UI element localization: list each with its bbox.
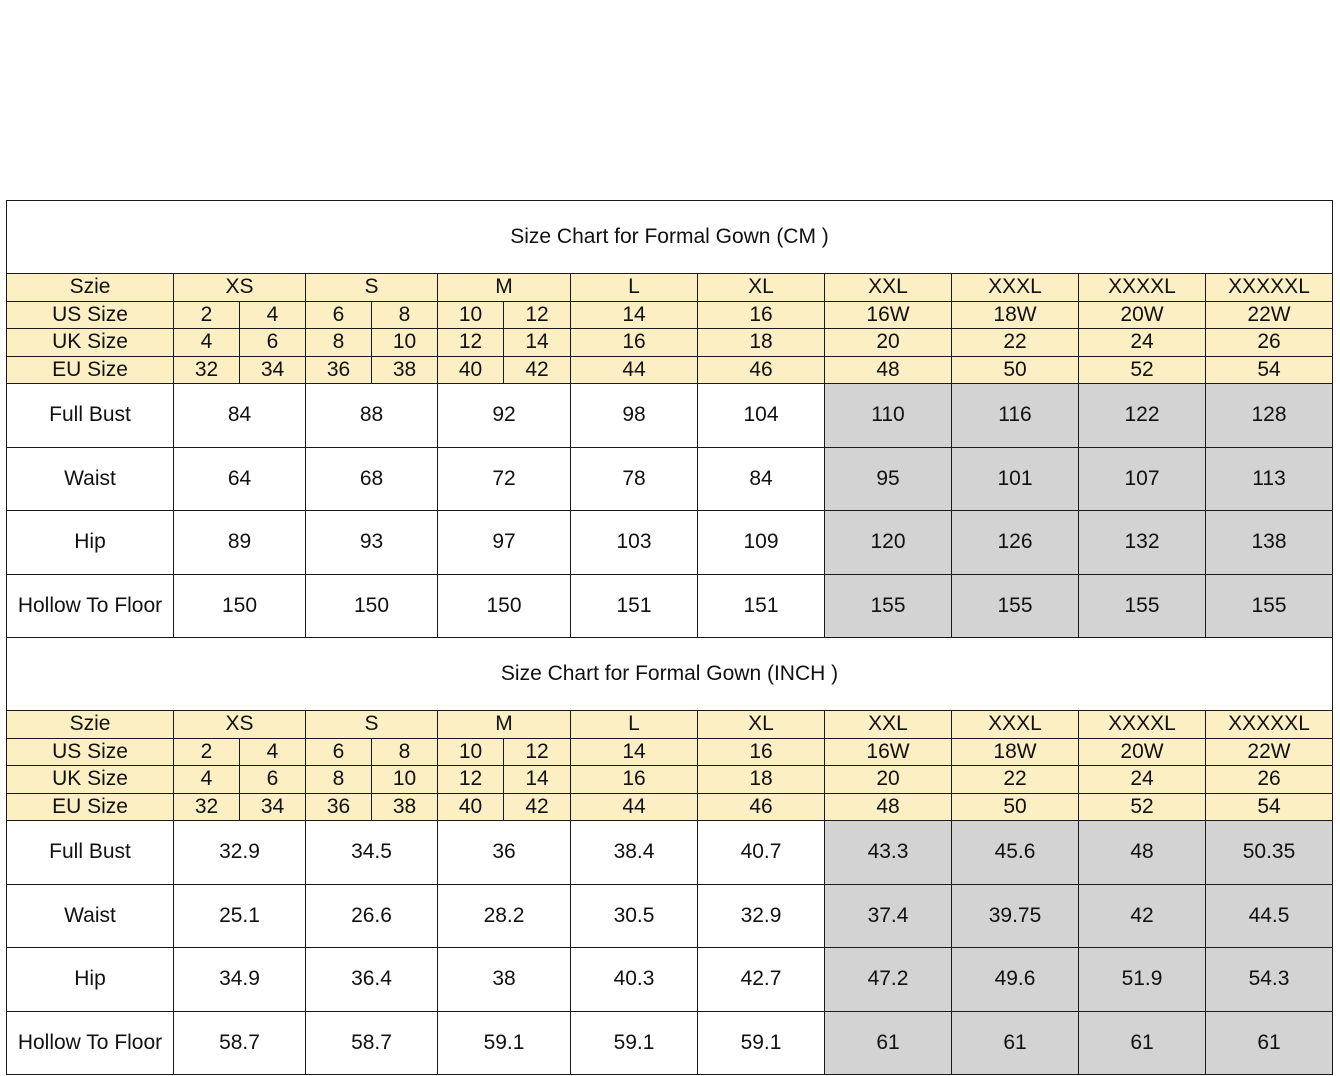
eu-size-value: 42 xyxy=(504,793,571,821)
measurement-value: 89 xyxy=(174,511,306,575)
size-name: XXXXXL xyxy=(1206,711,1333,739)
size-name: S xyxy=(306,711,438,739)
measurement-value: 132 xyxy=(1079,511,1206,575)
chart-title: Size Chart for Formal Gown (INCH ) xyxy=(7,638,1333,711)
measurement-value: 58.7 xyxy=(306,1011,438,1075)
measurement-value: 151 xyxy=(698,574,825,638)
us-size-label: US Size xyxy=(7,301,174,329)
us-size-value: 6 xyxy=(306,301,372,329)
measurement-value: 104 xyxy=(698,384,825,448)
uk-size-value: 16 xyxy=(571,329,698,357)
eu-size-value: 38 xyxy=(372,793,438,821)
measurement-label: Hip xyxy=(7,948,174,1012)
measurement-value: 30.5 xyxy=(571,884,698,948)
measurement-row xyxy=(7,384,1333,448)
measurement-value: 138 xyxy=(1206,511,1333,575)
measurement-value: 107 xyxy=(1079,447,1206,511)
size-chart-inch xyxy=(6,637,1333,1075)
measurement-label: Hollow To Floor xyxy=(7,574,174,638)
eu-size-value: 50 xyxy=(952,356,1079,384)
measurement-value: 40.3 xyxy=(571,948,698,1012)
uk-size-value: 10 xyxy=(372,329,438,357)
us-size-value: 22W xyxy=(1206,738,1333,766)
size-name: L xyxy=(571,274,698,302)
us-size-value: 2 xyxy=(174,738,240,766)
eu-size-value: 38 xyxy=(372,356,438,384)
us-size-label: US Size xyxy=(7,738,174,766)
size-name: XXXL xyxy=(952,274,1079,302)
uk-size-label: UK Size xyxy=(7,766,174,794)
us-size-value: 10 xyxy=(438,301,504,329)
eu-size-value: 50 xyxy=(952,793,1079,821)
measurement-value: 42.7 xyxy=(698,948,825,1012)
uk-size-value: 20 xyxy=(825,766,952,794)
measurement-value: 25.1 xyxy=(174,884,306,948)
measurement-value: 72 xyxy=(438,447,571,511)
measurement-value: 126 xyxy=(952,511,1079,575)
us-size-value: 4 xyxy=(240,301,306,329)
uk-size-value: 12 xyxy=(438,766,504,794)
eu-size-value: 34 xyxy=(240,793,306,821)
eu-size-label: EU Size xyxy=(7,356,174,384)
measurement-value: 34.5 xyxy=(306,821,438,885)
measurement-value: 109 xyxy=(698,511,825,575)
eu-size-label: EU Size xyxy=(7,793,174,821)
measurement-value: 155 xyxy=(952,574,1079,638)
measurement-value: 49.6 xyxy=(952,948,1079,1012)
measurement-row xyxy=(7,574,1333,638)
measurement-label: Full Bust xyxy=(7,384,174,448)
measurement-value: 38 xyxy=(438,948,571,1012)
measurement-value: 155 xyxy=(1079,574,1206,638)
measurement-value: 50.35 xyxy=(1206,821,1333,885)
measurement-label: Hip xyxy=(7,511,174,575)
eu-size-value: 52 xyxy=(1079,793,1206,821)
measurement-row xyxy=(7,821,1333,885)
uk-size-value: 8 xyxy=(306,329,372,357)
size-name: XXXXL xyxy=(1079,274,1206,302)
size-name: XXL xyxy=(825,274,952,302)
eu-size-value: 36 xyxy=(306,793,372,821)
measurement-value: 155 xyxy=(1206,574,1333,638)
measurement-value: 39.75 xyxy=(952,884,1079,948)
size-name: XXL xyxy=(825,711,952,739)
uk-size-label: UK Size xyxy=(7,329,174,357)
measurement-value: 150 xyxy=(306,574,438,638)
measurement-value: 61 xyxy=(825,1011,952,1075)
measurement-value: 150 xyxy=(174,574,306,638)
uk-size-value: 14 xyxy=(504,766,571,794)
eu-size-value: 44 xyxy=(571,793,698,821)
uk-size-value: 26 xyxy=(1206,766,1333,794)
measurement-value: 151 xyxy=(571,574,698,638)
us-size-value: 20W xyxy=(1079,301,1206,329)
measurement-value: 54.3 xyxy=(1206,948,1333,1012)
eu-size-value: 42 xyxy=(504,356,571,384)
measurement-label: Hollow To Floor xyxy=(7,1011,174,1075)
measurement-value: 110 xyxy=(825,384,952,448)
us-size-value: 16 xyxy=(698,738,825,766)
us-size-value: 2 xyxy=(174,301,240,329)
measurement-value: 26.6 xyxy=(306,884,438,948)
measurement-value: 37.4 xyxy=(825,884,952,948)
eu-size-value: 52 xyxy=(1079,356,1206,384)
size-name: XXXXXL xyxy=(1206,274,1333,302)
uk-size-value: 24 xyxy=(1079,329,1206,357)
us-size-value: 12 xyxy=(504,738,571,766)
size-name: XXXXL xyxy=(1079,711,1206,739)
size-name: M xyxy=(438,711,571,739)
uk-size-value: 18 xyxy=(698,766,825,794)
size-chart-cm xyxy=(6,200,1333,638)
uk-size-value: 4 xyxy=(174,766,240,794)
measurement-row xyxy=(7,884,1333,948)
measurement-value: 28.2 xyxy=(438,884,571,948)
us-size-value: 14 xyxy=(571,301,698,329)
measurement-value: 116 xyxy=(952,384,1079,448)
us-size-value: 6 xyxy=(306,738,372,766)
measurement-value: 68 xyxy=(306,447,438,511)
measurement-value: 120 xyxy=(825,511,952,575)
measurement-label: Waist xyxy=(7,447,174,511)
uk-size-value: 26 xyxy=(1206,329,1333,357)
measurement-value: 61 xyxy=(1079,1011,1206,1075)
us-size-value: 8 xyxy=(372,738,438,766)
measurement-value: 88 xyxy=(306,384,438,448)
measurement-value: 97 xyxy=(438,511,571,575)
measurement-value: 34.9 xyxy=(174,948,306,1012)
measurement-value: 150 xyxy=(438,574,571,638)
measurement-value: 155 xyxy=(825,574,952,638)
uk-size-value: 4 xyxy=(174,329,240,357)
size-name: L xyxy=(571,711,698,739)
measurement-value: 103 xyxy=(571,511,698,575)
eu-size-value: 44 xyxy=(571,356,698,384)
us-size-value: 14 xyxy=(571,738,698,766)
measurement-value: 59.1 xyxy=(698,1011,825,1075)
measurement-label: Waist xyxy=(7,884,174,948)
measurement-value: 45.6 xyxy=(952,821,1079,885)
uk-size-value: 22 xyxy=(952,766,1079,794)
measurement-value: 78 xyxy=(571,447,698,511)
eu-size-value: 46 xyxy=(698,793,825,821)
size-name: XL xyxy=(698,711,825,739)
uk-size-value: 10 xyxy=(372,766,438,794)
eu-size-value: 46 xyxy=(698,356,825,384)
size-name: XS xyxy=(174,711,306,739)
measurement-value: 113 xyxy=(1206,447,1333,511)
measurement-row xyxy=(7,1011,1333,1075)
us-size-value: 20W xyxy=(1079,738,1206,766)
measurement-value: 42 xyxy=(1079,884,1206,948)
size-name: XL xyxy=(698,274,825,302)
measurement-value: 93 xyxy=(306,511,438,575)
size-label: Szie xyxy=(7,711,174,739)
uk-size-value: 8 xyxy=(306,766,372,794)
measurement-value: 101 xyxy=(952,447,1079,511)
us-size-value: 4 xyxy=(240,738,306,766)
measurement-value: 47.2 xyxy=(825,948,952,1012)
eu-size-value: 54 xyxy=(1206,793,1333,821)
eu-size-value: 54 xyxy=(1206,356,1333,384)
measurement-value: 32.9 xyxy=(698,884,825,948)
eu-size-value: 40 xyxy=(438,356,504,384)
us-size-value: 18W xyxy=(952,738,1079,766)
measurement-value: 122 xyxy=(1079,384,1206,448)
measurement-value: 64 xyxy=(174,447,306,511)
measurement-value: 59.1 xyxy=(438,1011,571,1075)
size-name: XS xyxy=(174,274,306,302)
measurement-value: 36 xyxy=(438,821,571,885)
uk-size-value: 6 xyxy=(240,329,306,357)
measurement-value: 40.7 xyxy=(698,821,825,885)
eu-size-value: 32 xyxy=(174,793,240,821)
us-size-value: 10 xyxy=(438,738,504,766)
measurement-value: 58.7 xyxy=(174,1011,306,1075)
uk-size-value: 16 xyxy=(571,766,698,794)
uk-size-value: 22 xyxy=(952,329,1079,357)
measurement-value: 59.1 xyxy=(571,1011,698,1075)
us-size-value: 12 xyxy=(504,301,571,329)
size-label: Szie xyxy=(7,274,174,302)
measurement-value: 61 xyxy=(1206,1011,1333,1075)
measurement-value: 61 xyxy=(952,1011,1079,1075)
chart-title: Size Chart for Formal Gown (CM ) xyxy=(7,201,1333,274)
eu-size-value: 32 xyxy=(174,356,240,384)
us-size-value: 8 xyxy=(372,301,438,329)
size-name: S xyxy=(306,274,438,302)
measurement-value: 92 xyxy=(438,384,571,448)
measurement-value: 128 xyxy=(1206,384,1333,448)
measurement-value: 48 xyxy=(1079,821,1206,885)
uk-size-value: 14 xyxy=(504,329,571,357)
measurement-row xyxy=(7,447,1333,511)
eu-size-value: 48 xyxy=(825,356,952,384)
measurement-row xyxy=(7,948,1333,1012)
measurement-value: 44.5 xyxy=(1206,884,1333,948)
measurement-label: Full Bust xyxy=(7,821,174,885)
eu-size-value: 48 xyxy=(825,793,952,821)
us-size-value: 22W xyxy=(1206,301,1333,329)
measurement-value: 43.3 xyxy=(825,821,952,885)
uk-size-value: 6 xyxy=(240,766,306,794)
measurement-value: 36.4 xyxy=(306,948,438,1012)
measurement-row xyxy=(7,511,1333,575)
measurement-value: 84 xyxy=(174,384,306,448)
us-size-value: 16W xyxy=(825,301,952,329)
us-size-value: 16W xyxy=(825,738,952,766)
uk-size-value: 18 xyxy=(698,329,825,357)
uk-size-value: 12 xyxy=(438,329,504,357)
measurement-value: 95 xyxy=(825,447,952,511)
eu-size-value: 36 xyxy=(306,356,372,384)
uk-size-value: 24 xyxy=(1079,766,1206,794)
measurement-value: 51.9 xyxy=(1079,948,1206,1012)
eu-size-value: 40 xyxy=(438,793,504,821)
measurement-value: 32.9 xyxy=(174,821,306,885)
eu-size-value: 34 xyxy=(240,356,306,384)
size-name: M xyxy=(438,274,571,302)
size-name: XXXL xyxy=(952,711,1079,739)
uk-size-value: 20 xyxy=(825,329,952,357)
measurement-value: 98 xyxy=(571,384,698,448)
us-size-value: 18W xyxy=(952,301,1079,329)
measurement-value: 38.4 xyxy=(571,821,698,885)
us-size-value: 16 xyxy=(698,301,825,329)
measurement-value: 84 xyxy=(698,447,825,511)
